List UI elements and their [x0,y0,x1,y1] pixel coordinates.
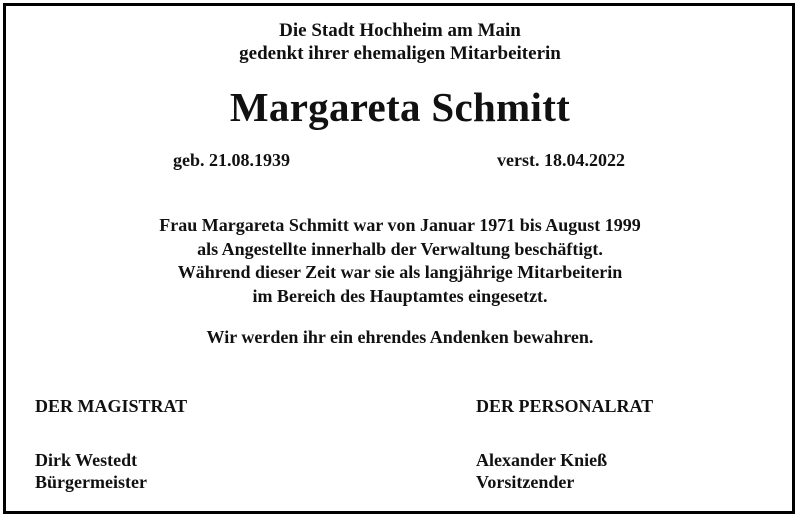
closing-sentence: Wir werden ihr ein ehrendes Andenken bewahren. [206,327,594,347]
deceased-name: Margareta Schmitt [229,84,571,130]
birth-date: geb. 21.08.1939 [173,150,290,170]
signature-magistrat [35,395,187,493]
body-line-2: als Angestellte innerhalb der Verwaltung beschäftigt. [197,238,603,259]
signature-organization: DER PERSONALRAT [476,396,654,416]
body-line-1: Frau Margareta Schmitt war von Januar 1971 bis August 1999 [159,215,641,235]
signatory-role: Vorsitzender [476,472,575,492]
body-line-4: im Bereich des Hauptamtes eingesetzt. [252,285,548,306]
notice-body [0,214,800,308]
death-date: verst. 18.04.2022 [497,150,625,170]
body-line-3: Während dieser Zeit war sie als langjährige Mitarbeiterin [177,262,623,282]
signatory-name: Alexander Knieß [476,450,608,470]
intro-line-1: Die Stadt Hochheim am Main [279,20,521,41]
signature-personalrat [476,395,653,493]
signature-organization: DER MAGISTRAT [35,396,188,416]
signatory-role: Bürgermeister [35,472,147,492]
signatory-name: Dirk Westedt [35,450,138,470]
intro-line-2: gedenkt ihrer ehemaligen Mitarbeiterin [239,43,561,64]
notice-intro [0,19,800,65]
